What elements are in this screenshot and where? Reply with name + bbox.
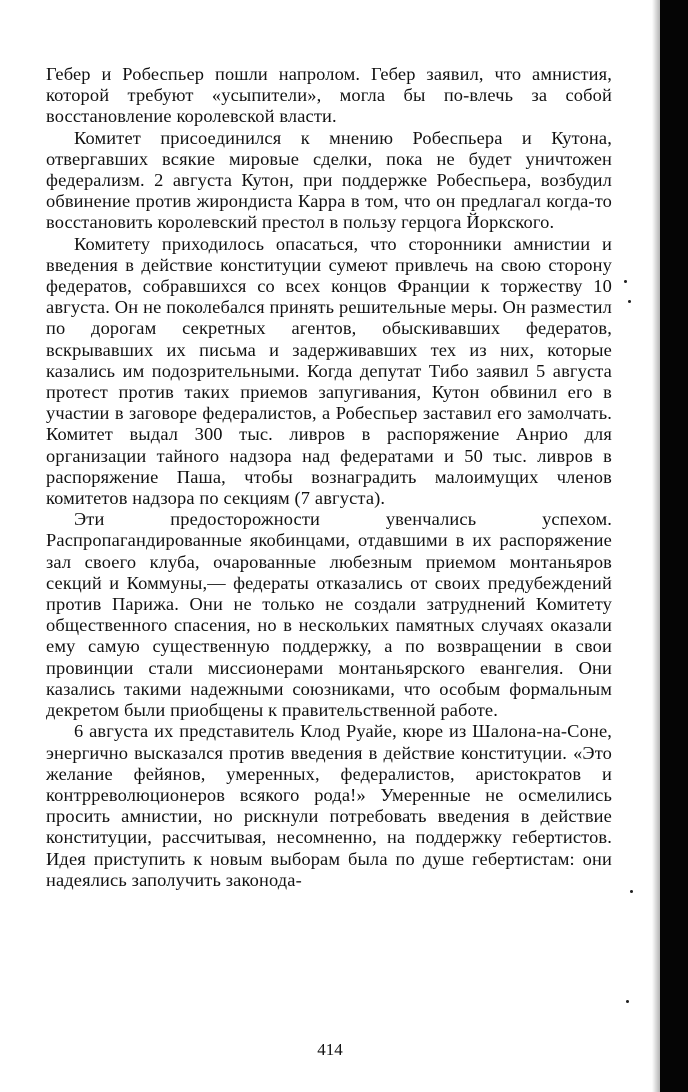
page-body-text <box>46 64 612 891</box>
paragraph-5: 6 августа их представитель Клод Руайе, кюре из Шалона-на-Соне, энергично высказался против введения в действие конституции. «Это желание фейянов, умеренных, федералистов, аристократов и контрреволюционеров всякого рода!» Умеренные не осмелились просить амнистии, но рискнули потребовать введения в действие конституции, рассчитывая, несомненно, на поддержку гебертистов. Идея приступить к новым выборам была по душе гебертистам: они надеялись заполучить законода- <box>46 721 612 890</box>
binding-dark-strip <box>660 0 688 1092</box>
page-number: 414 <box>317 1040 343 1059</box>
scan-speck <box>630 890 633 893</box>
scan-speck <box>624 280 627 283</box>
paragraph-4: Эти предосторожности увенчались успехом. Распропагандированные якобинцами, отдавшими в их распоряжение зал своего клуба, очарованные любезным приемом монтаньяров секций и Коммуны,— федераты отказались от своих предубеждений против Парижа. Они не только не создали затруднений Комитету общественного спасения, но в нескольких памятных случаях оказали ему самую существенную поддержку, а по возвращении в свои провинции стали миссионерами монтаньярского евангелия. Они казались такими надежными союзниками, что особым формальным декретом были приобщены к правительственной работе. <box>46 509 612 721</box>
paragraph-2: Комитет присоединился к мнению Робеспьера и Кутона, отвергавших всякие мировые сделки, пока не будет уничтожен федерализм. 2 августа Кутон, при поддержке Робеспьера, возбудил обвинение против жирондиста Карра в том, что он предлагал когда-то восстановить королевский престол в пользу герцога Йоркского. <box>46 127 612 233</box>
binding-edge <box>648 0 688 1092</box>
scan-speck <box>626 1000 629 1003</box>
binding-shadow <box>652 0 660 1092</box>
scan-speck <box>628 300 631 303</box>
paragraph-1: Гебер и Робеспьер пошли напролом. Гебер заявил, что амнистия, которой требуют «усыпители», могла бы по-влечь за собой восстановление королевской власти. <box>46 64 612 127</box>
paragraph-3: Комитету приходилось опасаться, что сторонники амнистии и введения в действие конституции сумеют привлечь на свою сторону федератов, собравшихся со всех концов Франции к торжеству 10 августа. Он не поколебался принять решительные меры. Он разместил по дорогам секретных агентов, обыскивавших федератов, вскрывавших их письма и задерживавших тех из них, которые казались им подозрительными. Когда депутат Тибо заявил 5 августа протест против таких приемов запугивания, Кутон обвинил его в участии в заговоре федералистов, а Робеспьер заставил его замолчать. Комитет выдал 300 тыс. ливров в распоряжение Анрио для организации тайного надзора над федератами и 50 тыс. ливров в распоряжение Паша, чтобы вознаградить малоимущих членов комитетов надзора по секциям (7 августа). <box>46 233 612 509</box>
